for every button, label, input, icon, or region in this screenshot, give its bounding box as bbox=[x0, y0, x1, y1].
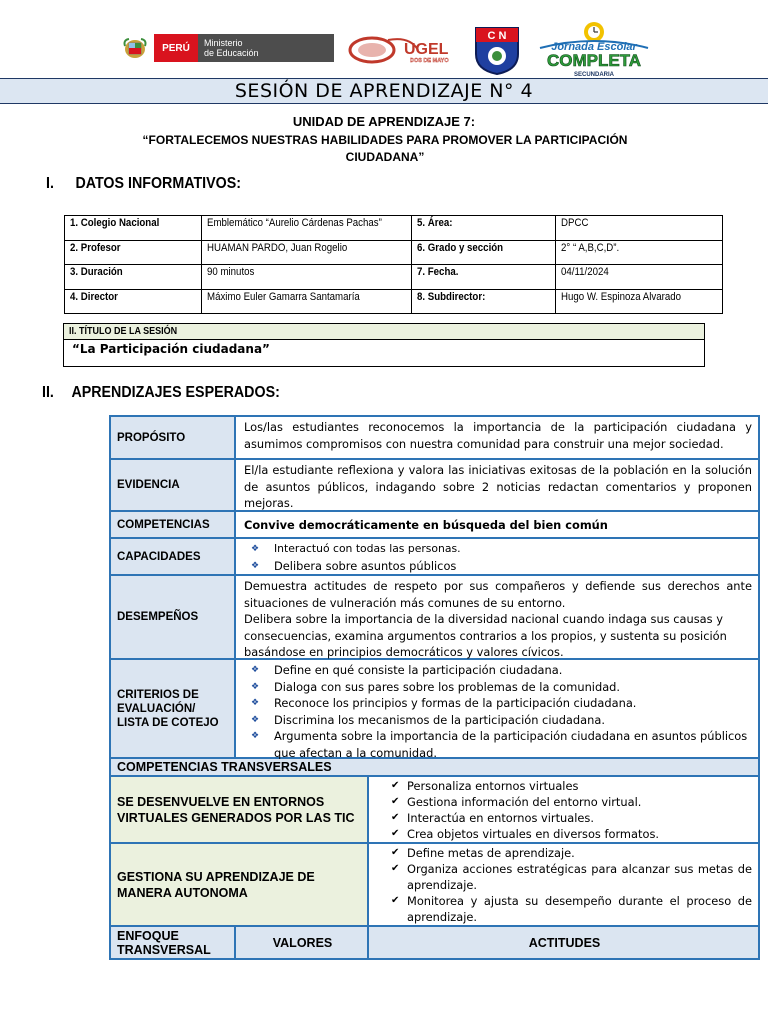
desempenos-value bbox=[238, 576, 758, 658]
capacidades-value bbox=[238, 539, 758, 574]
aprendizajes-heading bbox=[42, 384, 280, 402]
list-item: ✔ Organiza acciones estratégicas para alcanzar sus metas de aprendizaje. bbox=[407, 861, 752, 893]
ugel-text: UGEL bbox=[404, 41, 449, 58]
table-row bbox=[65, 240, 723, 265]
minedu-name bbox=[198, 34, 334, 62]
minedu-logo bbox=[116, 34, 334, 62]
table-row bbox=[65, 265, 723, 290]
session-title-box bbox=[63, 323, 705, 367]
list-item: ✔ Interactúa en entornos virtuales. bbox=[407, 810, 752, 826]
aprendizajes-table bbox=[109, 415, 760, 960]
datos-value: 2° “ A,B,C,D”. bbox=[556, 240, 723, 265]
datos-table bbox=[64, 215, 723, 314]
competencias-value: Convive democráticamente en búsqueda del bien común bbox=[244, 517, 608, 532]
aprendizajes-heading-number: II. bbox=[42, 384, 54, 401]
datos-value: Hugo W. Espinoza Alvarado bbox=[556, 289, 723, 314]
list-item: ❖ Dialoga con sus pares sobre los problemas de la comunidad. bbox=[274, 679, 752, 696]
gestiona-label: GESTIONA SU APRENDIZAJE DE MANERA AUTONOMA bbox=[111, 844, 369, 925]
list-item: ✔ Gestiona información del entorno virtual. bbox=[407, 794, 752, 810]
session-title-value: “La Participación ciudadana” bbox=[72, 342, 270, 356]
datos-label: 4. Director bbox=[65, 289, 202, 314]
capacidades-label: CAPACIDADES bbox=[111, 539, 236, 574]
datos-label: 2. Profesor bbox=[65, 240, 202, 265]
session-title: SESIÓN DE APRENDIZAJE N° 4 bbox=[0, 78, 768, 104]
competencias-row bbox=[111, 512, 758, 539]
criterios-value bbox=[238, 660, 758, 760]
desempenos-label: DESEMPEÑOS bbox=[111, 576, 236, 658]
unit-name: “FORTALECEMOS NUESTRAS HABILIDADES PARA PROMOVER LA PARTICIPACIÓN CIUDADANA” bbox=[142, 133, 628, 164]
session-title-label: II. TÍTULO DE LA SESIÓN bbox=[64, 324, 704, 340]
datos-label: 1. Colegio Nacional bbox=[65, 216, 202, 241]
minedu-name-line2: de Educación bbox=[204, 48, 259, 58]
datos-heading-number: I. bbox=[46, 175, 54, 192]
aprendizajes-heading-text: APRENDIZAJES ESPERADOS: bbox=[71, 384, 280, 401]
ugel-logo bbox=[348, 36, 474, 64]
list-item: ✔ Monitorea y ajusta su desempeño durante el proceso de aprendizaje. bbox=[407, 893, 752, 925]
header-logos bbox=[0, 14, 768, 78]
list-item: ❖ Interactuó con todas las personas. bbox=[274, 541, 752, 558]
list-item: ❖ Reconoce los principios y formas de la participación ciudadana. bbox=[274, 695, 752, 712]
list-item: ✔ Define metas de aprendizaje. bbox=[407, 845, 752, 861]
tic-label: SE DESENVUELVE EN ENTORNOS VIRTUALES GENERADOS POR LAS TIC bbox=[111, 777, 369, 842]
jec-line1: Jornada Escolar bbox=[551, 41, 637, 53]
jec-line2: COMPLETA bbox=[546, 51, 642, 70]
jec-line3: SECUNDARIA bbox=[573, 72, 615, 78]
valores-header: VALORES bbox=[238, 927, 369, 958]
enfoque-row bbox=[111, 927, 758, 958]
datos-value: DPCC bbox=[556, 216, 723, 241]
gestiona-value bbox=[371, 844, 758, 925]
transversales-heading: COMPETENCIAS TRANSVERSALES bbox=[111, 759, 758, 777]
minedu-name-line1: Ministerio bbox=[204, 38, 243, 48]
datos-label: 5. Área: bbox=[411, 216, 556, 241]
criterios-label: CRITERIOS DE EVALUACIÓN/ LISTA DE COTEJO bbox=[111, 660, 236, 757]
table-row bbox=[65, 216, 723, 241]
desempeno-paragraph: Delibera sobre la importancia de la diversidad nacional cuando indaga sus causas y consecuencias, examina argumentos contrarios a los propios, y sustenta su posición basándose en principios democráticos y valores cívicos. bbox=[244, 612, 727, 659]
ugel-subtext: DOS DE MAYO bbox=[410, 58, 449, 64]
list-item: ❖ Argumenta sobre la importancia de la participación ciudadana en asuntos públicos que afectan a la comunidad. bbox=[274, 728, 752, 761]
peru-seal-icon bbox=[116, 34, 154, 62]
datos-value: 04/11/2024 bbox=[556, 265, 723, 290]
colegio-crest-icon bbox=[472, 24, 522, 76]
proposito-label: PROPÓSITO bbox=[111, 417, 236, 458]
desempenos-row bbox=[111, 576, 758, 660]
table-row bbox=[65, 289, 723, 314]
datos-value: Máximo Euler Gamarra Santamaría bbox=[201, 289, 411, 314]
list-item: ❖ Discrimina los mecanismos de la participación ciudadana. bbox=[274, 712, 752, 729]
datos-value: Emblemático “Aurelio Cárdenas Pachas” bbox=[201, 216, 411, 241]
crest-text: C N bbox=[487, 30, 507, 42]
datos-heading bbox=[46, 175, 241, 193]
evidencia-label: EVIDENCIA bbox=[111, 460, 236, 510]
competencias-label: COMPETENCIAS bbox=[111, 512, 236, 537]
tic-value bbox=[371, 777, 758, 842]
proposito-value: Los/las estudiantes reconocemos la importancia de la participación ciudadana y asumimos compromisos con nuestra comunidad para construir una mejor sociedad. bbox=[244, 420, 752, 451]
datos-heading-text: DATOS INFORMATIVOS: bbox=[75, 175, 242, 192]
gestiona-row bbox=[111, 844, 758, 927]
desempeno-paragraph: Demuestra actitudes de respeto por sus compañeros y defiende sus derechos ante situaciones de vulneración más comunes de su entorno. bbox=[244, 579, 752, 610]
jornada-escolar-logo bbox=[536, 18, 652, 80]
evidencia-row bbox=[111, 460, 758, 512]
enfoque-label: ENFOQUE TRANSVERSAL bbox=[111, 927, 236, 958]
datos-label: 8. Subdirector: bbox=[411, 289, 556, 314]
capacidades-row bbox=[111, 539, 758, 576]
actitudes-header: ACTITUDES bbox=[528, 935, 601, 950]
list-item: ❖ Define en qué consiste la participación ciudadana. bbox=[274, 662, 752, 679]
list-item: ❖ Delibera sobre asuntos públicos bbox=[274, 558, 752, 575]
unit-title: UNIDAD DE APRENDIZAJE 7: bbox=[292, 114, 476, 129]
criterios-row bbox=[111, 660, 758, 759]
datos-label: 6. Grado y sección bbox=[411, 240, 556, 265]
proposito-row bbox=[111, 417, 758, 460]
datos-label: 7. Fecha. bbox=[411, 265, 556, 290]
datos-value: HUAMAN PARDO, Juan Rogelio bbox=[201, 240, 411, 265]
list-item: ✔ Personaliza entornos virtuales bbox=[407, 778, 752, 794]
list-item: ✔ Crea objetos virtuales en diversos formatos. bbox=[407, 826, 752, 842]
datos-label: 3. Duración bbox=[65, 265, 202, 290]
evidencia-value: El/la estudiante reflexiona y valora las iniciativas exitosas de la población en la solución de asuntos públicos, indagando sobre 2 noticias redactan comentarios y proponen mejoras. bbox=[244, 463, 752, 510]
minedu-country: PERÚ bbox=[154, 34, 198, 62]
tic-row bbox=[111, 777, 758, 844]
datos-value: 90 minutos bbox=[201, 265, 411, 290]
